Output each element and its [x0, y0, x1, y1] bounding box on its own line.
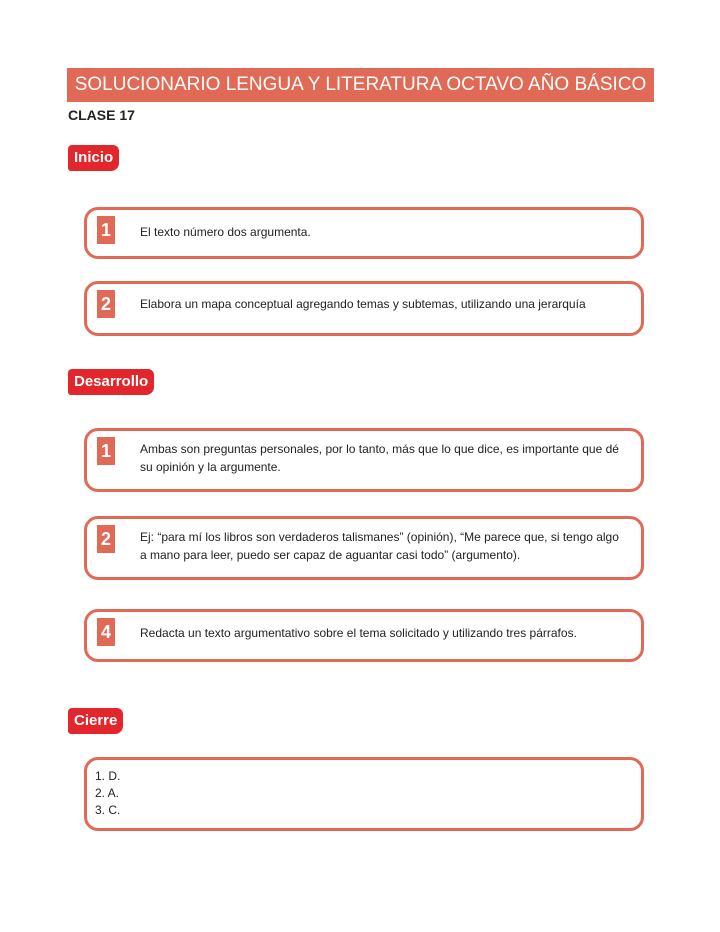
answer-text: Ambas son preguntas personales, por lo tanto, más que lo que dice, es importante que dé su opinión y la argumente.: [140, 442, 619, 474]
answer-box: [84, 516, 644, 580]
answer-box: [84, 428, 644, 492]
answer-list-item: 2. A.: [95, 786, 120, 800]
section-tag-inicio: Inicio: [68, 145, 119, 171]
section-tag-cierre: Cierre: [68, 708, 123, 734]
answer-list-item: 3. C.: [95, 803, 121, 817]
item-number: 1: [97, 216, 115, 244]
answer-box: [84, 281, 644, 336]
answer-text: Elabora un mapa conceptual agregando temas y subtemas, utilizando una jerarquía: [140, 297, 586, 311]
item-number: 2: [97, 525, 115, 553]
item-number: 1: [97, 437, 115, 465]
section-tag-desarrollo: Desarrollo: [68, 369, 154, 395]
answer-box: [84, 609, 644, 662]
answer-box: [84, 207, 644, 259]
answer-box-cierre: [84, 757, 644, 831]
item-number: 4: [97, 618, 115, 646]
answer-list-item: 1. D.: [95, 769, 121, 783]
answer-list: [95, 768, 120, 819]
item-number: 2: [97, 290, 115, 318]
answer-text: Redacta un texto argumentativo sobre el tema solicitado y utilizando tres párrafos.: [140, 626, 577, 640]
class-number: CLASE 17: [68, 107, 135, 123]
page-title: SOLUCIONARIO LENGUA Y LITERATURA OCTAVO AÑO BÁSICO: [67, 68, 654, 102]
answer-text: Ej: “para mí los libros son verdaderos talismanes” (opinión), “Me parece que, si tengo algo a mano para leer, puedo ser capaz de aguantar casi todo” (argumento).: [140, 530, 619, 562]
answer-text: El texto número dos argumenta.: [140, 225, 311, 239]
